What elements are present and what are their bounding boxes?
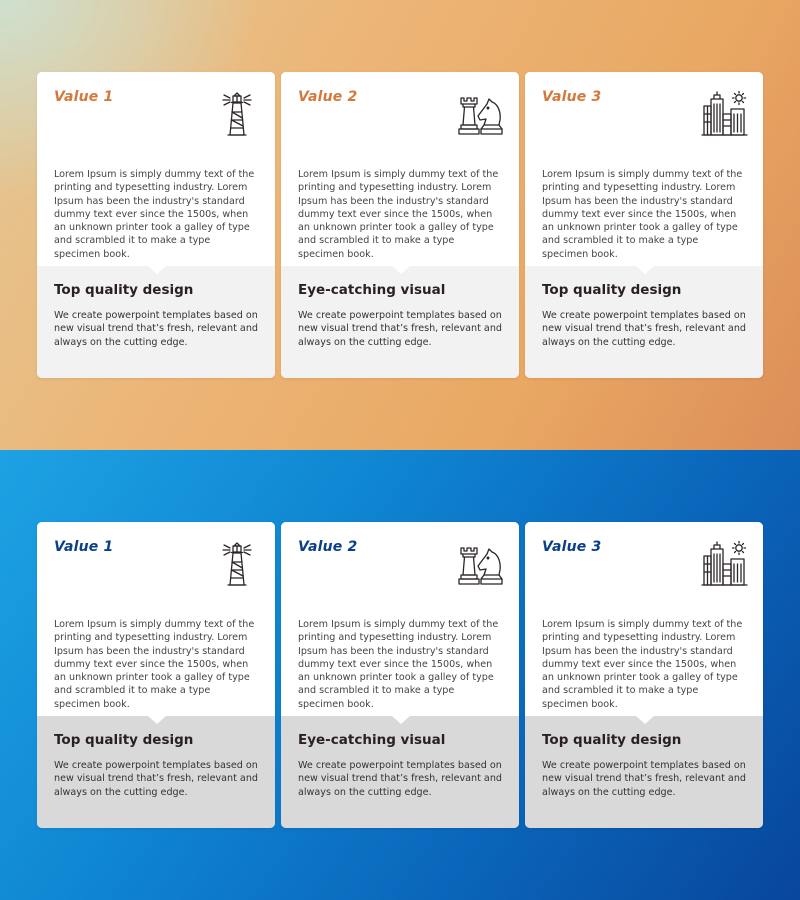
card-subtext: We create powerpoint templates based on new visual trend that’s fresh, relevant and always on the cutting edge. [542,760,746,798]
card-subtext: We create powerpoint templates based on new visual trend that’s fresh, relevant and always on the cutting edge. [542,310,746,348]
card-subtitle: Top quality design [542,282,682,298]
card-subtext: We create powerpoint templates based on new visual trend that’s fresh, relevant and always on the cutting edge. [54,310,258,348]
card-subtext: We create powerpoint templates based on new visual trend that’s fresh, relevant and always on the cutting edge. [298,310,502,348]
lighthouse-icon [213,90,261,138]
card-title: Value 2 [298,539,358,555]
card-body-text: Lorem Ipsum is simply dummy text of the printing and typesetting industry. Lorem Ipsum has been the industry's standard dummy text ever since the 1500s, when an unknown printer took a galley of type and scrambled it to make a type specimen book. [298,619,499,710]
city-buildings-icon [701,90,749,138]
value-card-1 [37,72,275,378]
card-subtext: We create powerpoint templates based on new visual trend that’s fresh, relevant and always on the cutting edge. [54,760,258,798]
value-card-2 [281,522,519,828]
card-title: Value 3 [542,89,602,105]
card-subtext: We create powerpoint templates based on new visual trend that’s fresh, relevant and always on the cutting edge. [298,760,502,798]
card-title: Value 1 [54,539,114,555]
card-title: Value 2 [298,89,358,105]
chess-pieces-icon [457,540,505,588]
card-title: Value 3 [542,539,602,555]
card-subtitle: Top quality design [54,732,194,748]
value-card-2 [281,72,519,378]
chess-pieces-icon [457,90,505,138]
card-body-text: Lorem Ipsum is simply dummy text of the printing and typesetting industry. Lorem Ipsum has been the industry's standard dummy text ever since the 1500s, when an unknown printer took a galley of type and scrambled it to make a type specimen book. [542,169,743,260]
card-body-text: Lorem Ipsum is simply dummy text of the printing and typesetting industry. Lorem Ipsum has been the industry's standard dummy text ever since the 1500s, when an unknown printer took a galley of type and scrambled it to make a type specimen book. [298,169,499,260]
value-card-3 [525,72,763,378]
card-subtitle: Top quality design [542,732,682,748]
lighthouse-icon [213,540,261,588]
card-body-text: Lorem Ipsum is simply dummy text of the printing and typesetting industry. Lorem Ipsum has been the industry's standard dummy text ever since the 1500s, when an unknown printer took a galley of type and scrambled it to make a type specimen book. [54,169,255,260]
value-card-1 [37,522,275,828]
cool-panel [0,450,800,900]
card-subtitle: Top quality design [54,282,194,298]
value-card-3 [525,522,763,828]
card-subtitle: Eye-catching visual [298,282,446,298]
card-title: Value 1 [54,89,114,105]
city-buildings-icon [701,540,749,588]
card-body-text: Lorem Ipsum is simply dummy text of the printing and typesetting industry. Lorem Ipsum has been the industry's standard dummy text ever since the 1500s, when an unknown printer took a galley of type and scrambled it to make a type specimen book. [542,619,743,710]
card-body-text: Lorem Ipsum is simply dummy text of the printing and typesetting industry. Lorem Ipsum has been the industry's standard dummy text ever since the 1500s, when an unknown printer took a galley of type and scrambled it to make a type specimen book. [54,619,255,710]
card-subtitle: Eye-catching visual [298,732,446,748]
